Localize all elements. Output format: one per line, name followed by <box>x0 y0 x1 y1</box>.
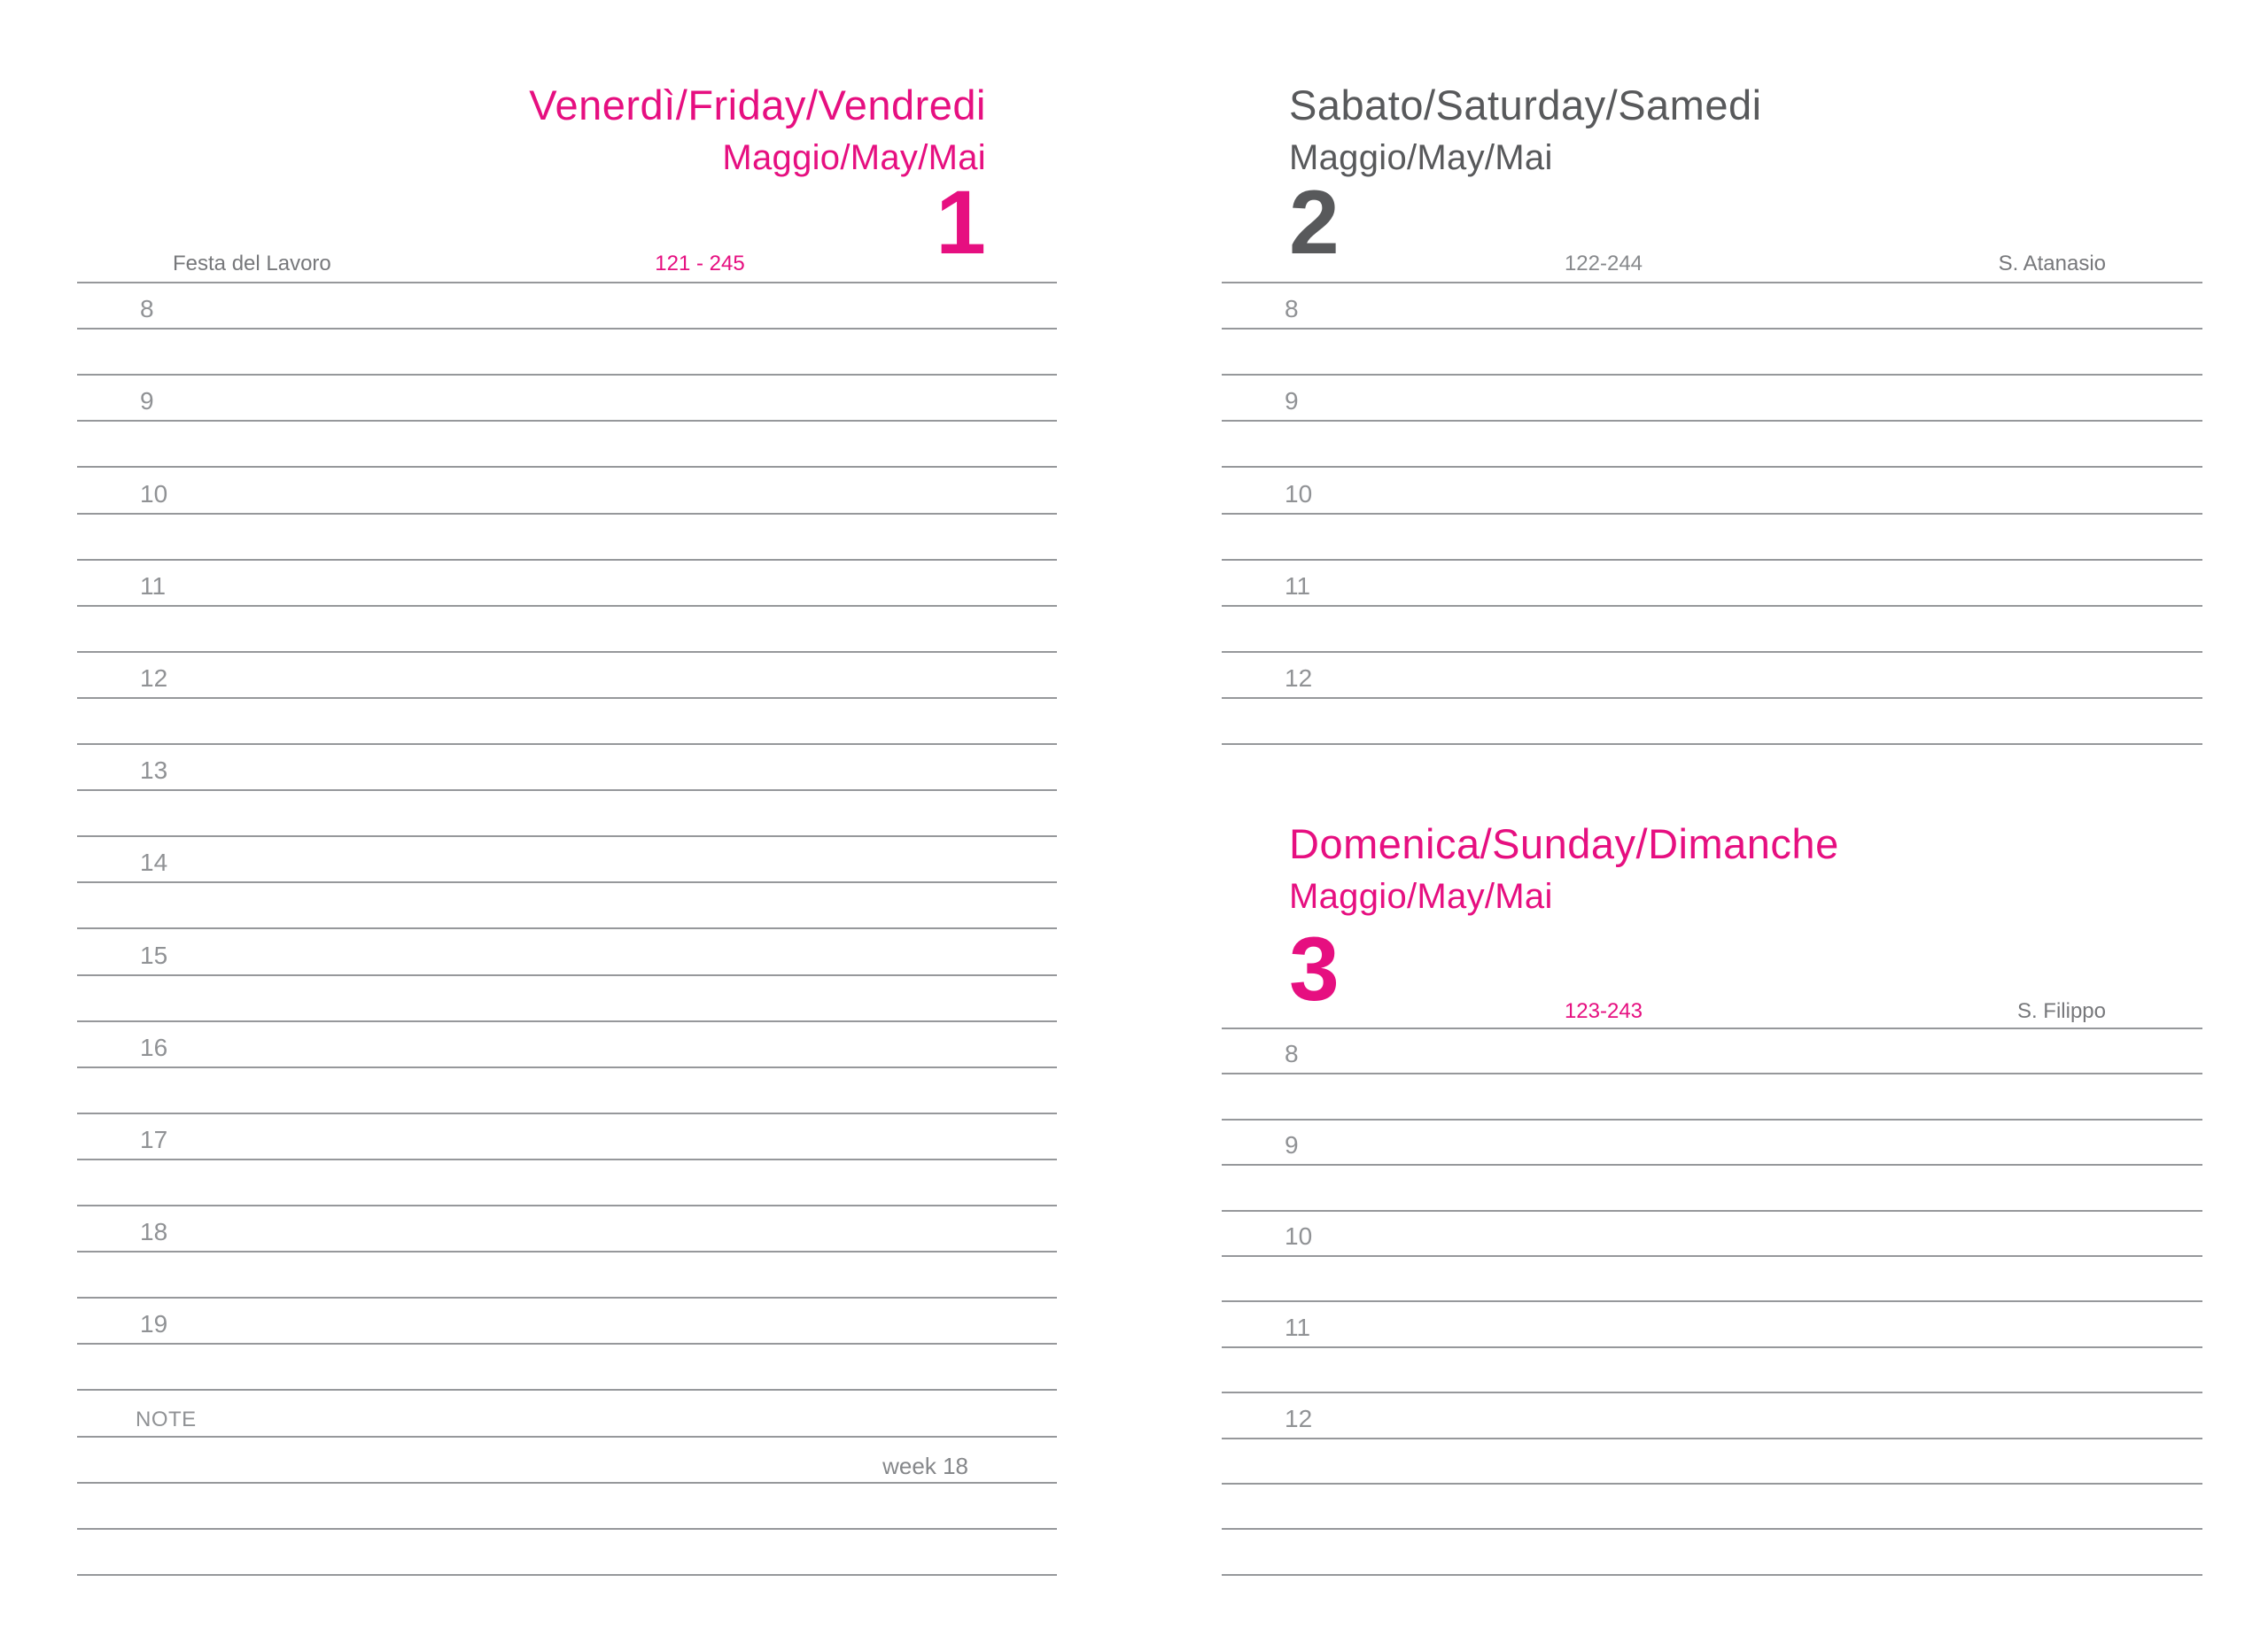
saturday-saint-label: S. Atanasio <box>1998 252 2106 275</box>
ruled-line <box>77 374 1057 376</box>
hour-label: 10 <box>1285 480 1313 508</box>
ruled-line <box>77 1066 1057 1068</box>
ruled-line <box>1222 1528 2202 1530</box>
ruled-line <box>77 559 1057 561</box>
hour-label: 12 <box>140 664 168 692</box>
sunday-day-counter: 123-243 <box>1564 999 1643 1023</box>
ruled-line <box>77 974 1057 976</box>
hour-label: 15 <box>140 942 168 969</box>
ruled-line <box>1222 1119 2202 1121</box>
sunday-day-number: 3 <box>1289 919 1340 1020</box>
ruled-line <box>1222 1392 2202 1393</box>
hour-label: 11 <box>140 572 167 600</box>
hour-label: 8 <box>1285 295 1299 322</box>
hour-label: 17 <box>140 1126 168 1153</box>
note-label: NOTE <box>136 1408 197 1431</box>
friday-day-number: 1 <box>936 172 986 273</box>
ruled-line <box>77 1020 1057 1022</box>
ruled-line <box>1222 1483 2202 1485</box>
ruled-line <box>1222 328 2202 330</box>
ruled-line <box>77 651 1057 653</box>
hour-label: 12 <box>1285 1405 1313 1432</box>
ruled-line <box>77 697 1057 699</box>
ruled-line <box>1222 282 2202 283</box>
sunday-saint-label: S. Filippo <box>2016 999 2106 1023</box>
ruled-line <box>77 1343 1057 1345</box>
friday-month-title: Maggio/May/Mai <box>722 138 986 177</box>
sunday-schedule <box>1222 1028 2202 1576</box>
hour-label: 16 <box>140 1034 168 1061</box>
saturday-day-counter: 122-244 <box>1564 252 1643 275</box>
ruled-line <box>1222 1028 2202 1029</box>
ruled-line <box>1222 1210 2202 1212</box>
ruled-line <box>77 1482 1057 1484</box>
hour-label: 18 <box>140 1218 168 1245</box>
hour-label: 10 <box>140 480 168 508</box>
sunday-day-title: Domenica/Sunday/Dimanche <box>1289 820 1839 867</box>
hour-label: 8 <box>1285 1040 1299 1067</box>
hour-label: 11 <box>1285 1314 1311 1341</box>
ruled-line <box>77 881 1057 883</box>
ruled-line <box>77 1159 1057 1160</box>
hour-label: 12 <box>1285 664 1313 692</box>
ruled-line <box>1222 374 2202 376</box>
ruled-line <box>1222 1574 2202 1576</box>
friday-day-counter: 121 - 245 <box>655 252 745 275</box>
hour-label: 19 <box>140 1310 168 1338</box>
ruled-line <box>77 605 1057 607</box>
ruled-line <box>77 835 1057 837</box>
ruled-line <box>1222 743 2202 745</box>
ruled-line <box>77 1436 1057 1438</box>
hour-label: 9 <box>1285 1131 1299 1159</box>
friday-schedule <box>77 282 1057 1576</box>
ruled-line <box>1222 1300 2202 1302</box>
ruled-line <box>77 282 1057 283</box>
ruled-line <box>77 1574 1057 1576</box>
ruled-line <box>1222 513 2202 515</box>
ruled-line <box>1222 651 2202 653</box>
ruled-line <box>77 789 1057 791</box>
ruled-line <box>77 743 1057 745</box>
ruled-line <box>77 328 1057 330</box>
hour-label: 9 <box>140 387 154 415</box>
ruled-line <box>1222 420 2202 422</box>
ruled-line <box>77 1113 1057 1114</box>
friday-holiday-label: Festa del Lavoro <box>173 252 331 275</box>
hour-label: 14 <box>140 849 168 876</box>
saturday-day-title: Sabato/Saturday/Samedi <box>1289 81 1762 128</box>
ruled-line <box>1222 559 2202 561</box>
hour-label: 8 <box>140 295 154 322</box>
ruled-line <box>77 1297 1057 1299</box>
ruled-line <box>77 1251 1057 1253</box>
sunday-month-title: Maggio/May/Mai <box>1289 877 1553 916</box>
ruled-line <box>77 420 1057 422</box>
ruled-line <box>1222 1346 2202 1348</box>
ruled-line <box>1222 697 2202 699</box>
friday-day-title: Venerdì/Friday/Vendredi <box>529 81 986 128</box>
ruled-line <box>77 466 1057 468</box>
hour-label: 9 <box>1285 387 1299 415</box>
ruled-line <box>1222 466 2202 468</box>
ruled-line <box>1222 1255 2202 1257</box>
saturday-schedule <box>1222 282 2202 745</box>
week-label: week 18 <box>882 1453 968 1479</box>
ruled-line <box>1222 1164 2202 1166</box>
ruled-line <box>77 1389 1057 1391</box>
saturday-month-title: Maggio/May/Mai <box>1289 138 1553 177</box>
ruled-line <box>77 513 1057 515</box>
saturday-day-number: 2 <box>1289 172 1340 273</box>
ruled-line <box>1222 605 2202 607</box>
ruled-line <box>1222 1073 2202 1074</box>
hour-label: 11 <box>1285 572 1311 600</box>
ruled-line <box>77 1205 1057 1206</box>
ruled-line <box>77 927 1057 929</box>
hour-label: 10 <box>1285 1222 1313 1250</box>
ruled-line <box>1222 1438 2202 1439</box>
hour-label: 13 <box>140 756 168 784</box>
ruled-line <box>77 1528 1057 1530</box>
